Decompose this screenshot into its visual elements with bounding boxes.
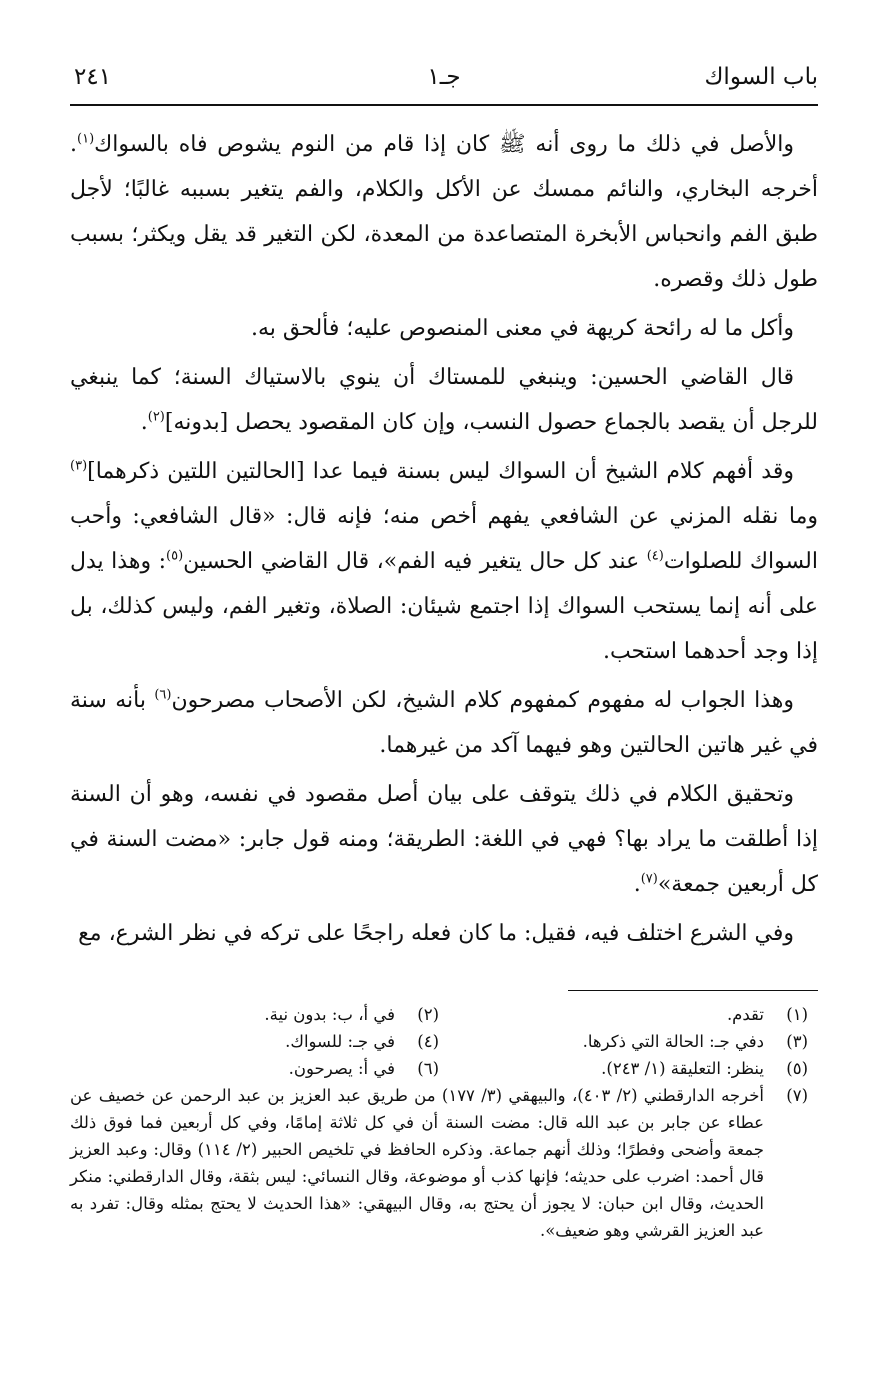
chapter-title: باب السواك <box>704 64 818 90</box>
paragraph: قال القاضي الحسين: وينبغي للمستاك أن ينوي بالاستياك السنة؛ كما ينبغي للرجل أن يقصد بالجماع حصول النسب، وإن كان المقصود يحصل [بدونه]$^{(٢)}$. <box>70 365 818 435</box>
footnote-ref: (٦) <box>154 687 172 703</box>
footnote-ref: (٧) <box>640 871 658 887</box>
footnote: (٦) في أ: يصرحون. <box>288 1059 439 1078</box>
footnotes <box>70 1001 818 1244</box>
main-text <box>70 122 818 956</box>
footnote-ref: (٤) <box>646 548 664 564</box>
page-number: ٢٤١ <box>74 64 112 90</box>
footnote: (٤) في جـ: للسواك. <box>285 1032 439 1051</box>
footnote: (٥) ينظر: التعليقة (١/ ٢٤٣). <box>601 1059 808 1078</box>
volume-label: جـ١ <box>427 64 461 90</box>
paragraph: وفي الشرع اختلف فيه، فقيل: ما كان فعله راجحًا على تركه في نظر الشرع، مع <box>78 921 794 946</box>
footnote-ref: (٥) <box>166 548 184 564</box>
book-page <box>70 58 818 1244</box>
footnote-ref: (١) <box>77 131 95 147</box>
page-header <box>70 58 818 98</box>
paragraph: وهذا الجواب له مفهوم كمفهوم كلام الشيخ، لكن الأصحاب مصرحون$^{(٦)}$ بأنه سنة في غير هاتين الحالتين وهو فيهما آكد من غيرهما. <box>70 687 818 758</box>
footnote-rule <box>568 990 818 991</box>
footnote-row <box>70 1055 808 1082</box>
paragraph: والأصل في ذلك ما روى أنه ﷺ كان إذا قام من النوم يشوص فاه بالسواك$^{(١)}$. أخرجه البخاري، والنائم ممسك عن الأكل والكلام، والفم يتغير بسببه غالبًا؛ لأجل طبق الفم وانحباس الأبخرة المتصاعدة من المعدة، لكن التغير قد يقل ويكثر؛ بسبب طول ذلك وقصره. <box>70 131 818 292</box>
footnote: (٣) دفي جـ: الحالة التي ذكرها. <box>582 1032 808 1051</box>
footnote-row <box>70 1001 808 1028</box>
paragraph: وقد أفهم كلام الشيخ أن السواك ليس بسنة فيما عدا [الحالتين اللتين ذكرهما]$^{(٣)}$ وما نقله المزني عن الشافعي يفهم أخص منه؛ فإنه قال: «قال الشافعي: وأحب السواك للصلوات$^{(٤)}$ عند كل حال يتغير فيه الفم»، قال القاضي الحسين$^{(٥)}$: وهذا يدل على أنه إنما يستحب السواك إذا اجتمع شيئان: الصلاة، وتغير الفم، وليس كذلك، بل إذا وجد أحدهما استحب. <box>70 458 818 664</box>
footnote: (٢) في أ، ب: بدون نية. <box>264 1005 439 1024</box>
footnote-ref: (٣) <box>70 458 88 474</box>
paragraph: وأكل ما له رائحة كريهة في معنى المنصوص عليه؛ فألحق به. <box>251 316 794 341</box>
footnote-ref: (٢) <box>147 409 165 425</box>
header-rule <box>70 104 818 106</box>
paragraph: وتحقيق الكلام في ذلك يتوقف على بيان أصل مقصود في نفسه، وهو أن السنة إذا أطلقت ما يراد بها؟ فهي في اللغة: الطريقة؛ ومنه قول جابر: «مضت السنة في كل أربعين جمعة»$^{(٧)}$. <box>70 782 818 897</box>
footnote-row <box>70 1028 808 1055</box>
footnote-long: (٧) أخرجه الدارقطني (٢/ ٤٠٣)، والبيهقي (٣/ ١٧٧) من طريق عبد العزيز بن عبد الرحمن عن خصيف عن عطاء عن جابر بن عبد الله قال: مضت السنة أن في كل ثلاثة إمامًا، وفي كل أربعين فما فوق ذلك جمعة وأضحى وفطرًا؛ وذلك أنهم جماعة. وذكره الحافظ في تلخيص الحبير (٢/ ١١٤) وقال: وعبد العزيز قال أحمد: اضرب على حديثه؛ فإنها كذب أو موضوعة، وقال النسائي: ليس بثقة، وقال الدارقطني: منكر الحديث، وقال ابن حبان: لا يجوز أن يحتج به، وقال البيهقي: «هذا الحديث لا يحتج بمثله وقال: تفرد به عبد العزيز القرشي وهو ضعيف». <box>70 1086 808 1240</box>
footnote: (١) تقدم. <box>726 1005 808 1024</box>
